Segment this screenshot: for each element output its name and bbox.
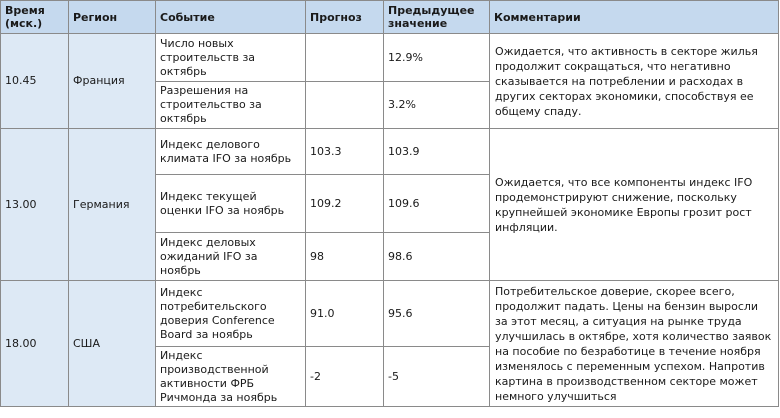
time-cell: 13.00: [1, 129, 69, 281]
event-cell: Индекс текущей оценки IFO за ноябрь: [156, 175, 306, 233]
header-row: [1, 1, 779, 34]
comment-cell: Ожидается, что активность в секторе жилья продолжит сокращаться, что негативно сказывается на потреблении и расходах в других секторах экономики, способствуя ее общему спаду.: [490, 34, 779, 129]
region-cell: Франция: [69, 34, 156, 129]
header-event: Событие: [156, 1, 306, 34]
previous-cell: 103.9: [384, 129, 490, 175]
previous-cell: 3.2%: [384, 82, 490, 129]
forecast-cell: 103.3: [306, 129, 384, 175]
header-comments: Комментарии: [490, 1, 779, 34]
region-cell: США: [69, 281, 156, 407]
event-cell: Индекс делового климата IFO за ноябрь: [156, 129, 306, 175]
header-forecast: Прогноз: [306, 1, 384, 34]
event-cell: Разрешения на строительство за октябрь: [156, 82, 306, 129]
comment-cell: Ожидается, что все компоненты индекс IFO продемонстрируют снижение, поскольку крупнейшей экономике Европы грозит рост инфляции.: [490, 129, 779, 281]
event-cell: Индекс потребительского доверия Conference Board за ноябрь: [156, 281, 306, 347]
table-row: [1, 281, 779, 347]
event-cell: Индекс производственной активности ФРБ Ричмонда за ноябрь: [156, 347, 306, 407]
forecast-cell: 98: [306, 233, 384, 281]
forecast-cell: 91.0: [306, 281, 384, 347]
forecast-cell: 109.2: [306, 175, 384, 233]
previous-cell: 98.6: [384, 233, 490, 281]
forecast-cell: -2: [306, 347, 384, 407]
previous-cell: -5: [384, 347, 490, 407]
comment-cell: Потребительское доверие, скорее всего, продолжит падать. Цены на бензин выросли за этот месяц, а ситуация на рынке труда улучшилась в октябре, хотя количество заявок на пособие по безработице в течение ноября изменялось с переменным успехом. Напротив картина в производственном секторе может немного улучшиться: [490, 281, 779, 407]
region-cell: Германия: [69, 129, 156, 281]
header-time: Время (мск.): [1, 1, 69, 34]
forecast-cell: [306, 82, 384, 129]
previous-cell: 109.6: [384, 175, 490, 233]
previous-cell: 12.9%: [384, 34, 490, 82]
forecast-cell: [306, 34, 384, 82]
header-previous: Предыдущее значение: [384, 1, 490, 34]
time-cell: 10.45: [1, 34, 69, 129]
event-cell: Индекс деловых ожиданий IFO за ноябрь: [156, 233, 306, 281]
previous-cell: 95.6: [384, 281, 490, 347]
table-row: [1, 34, 779, 82]
header-region: Регион: [69, 1, 156, 34]
time-cell: 18.00: [1, 281, 69, 407]
event-cell: Число новых строительств за октябрь: [156, 34, 306, 82]
table-row: [1, 129, 779, 175]
